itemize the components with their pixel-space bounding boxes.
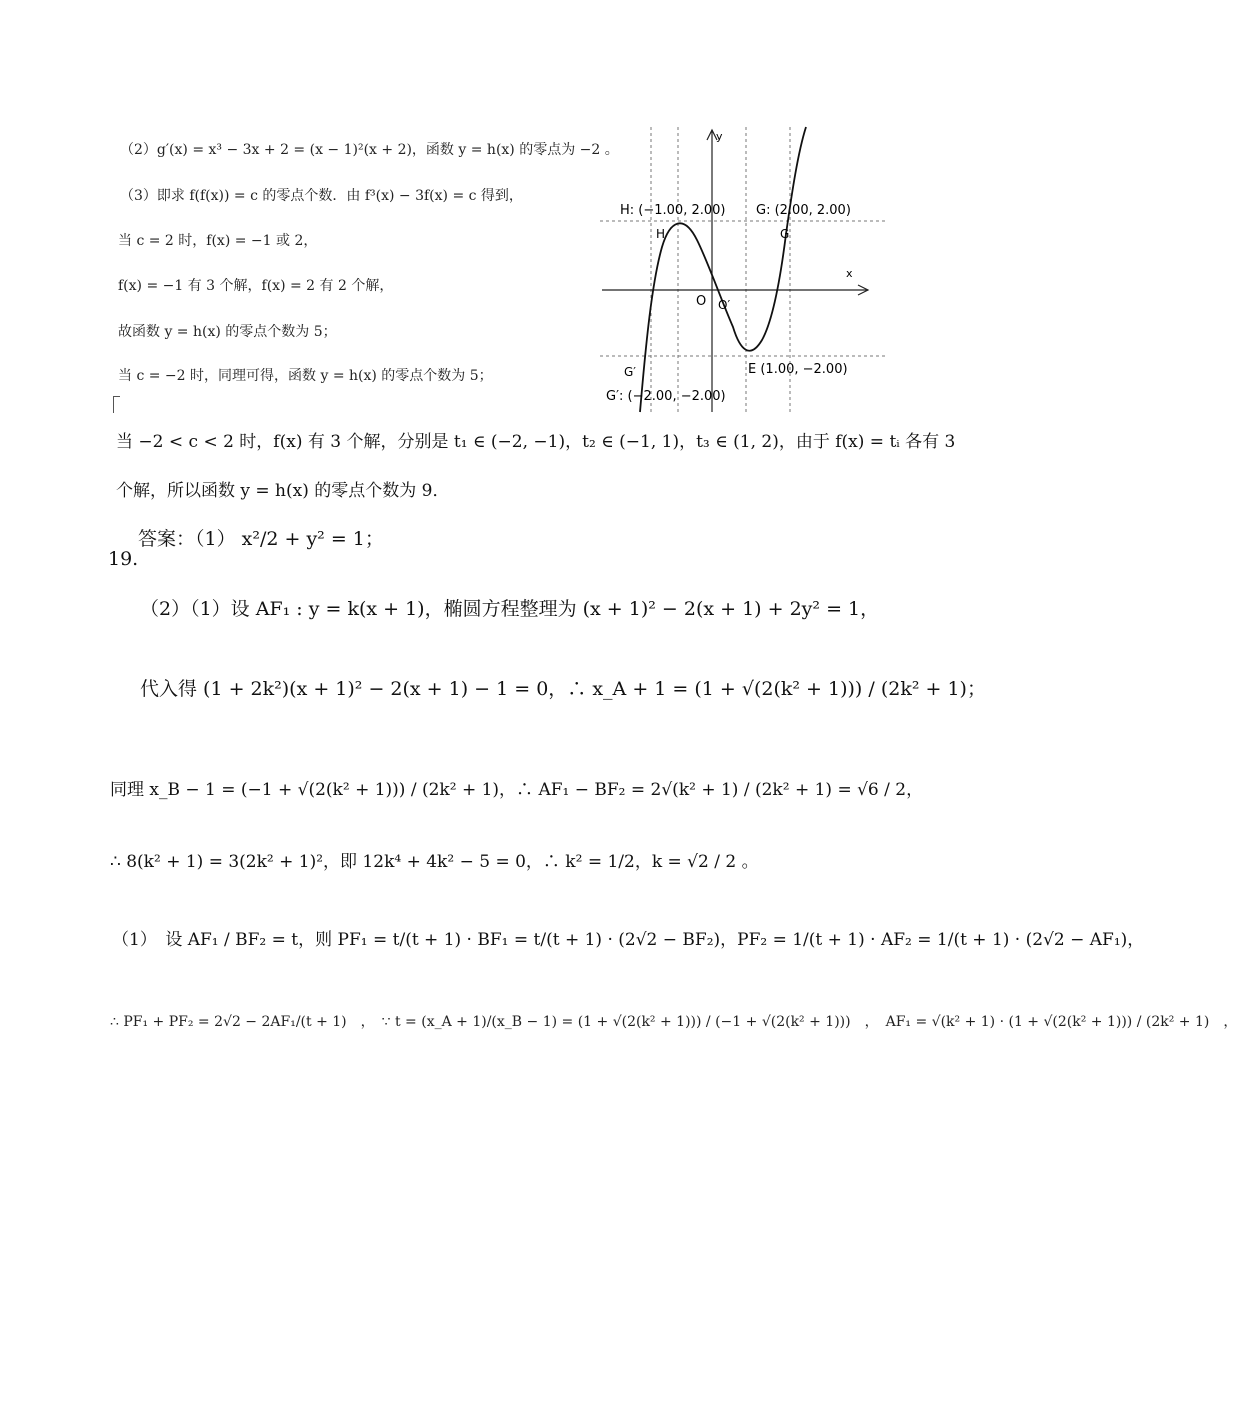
question-19-number: 19. (108, 548, 139, 570)
axis-x-label: x (846, 267, 853, 280)
origin-prime-label: O′ (718, 298, 731, 312)
cubic-graph-figure (600, 122, 885, 412)
line-part2-derivative: （2）g′(x) = x³ − 3x + 2 = (x − 1)²(x + 2)，函数 y = h(x) 的零点为 −2 。 (120, 142, 619, 158)
point-e-label: E (1.00, −2.00) (748, 362, 848, 377)
line-sum-pf: ∴ PF₁ + PF₂ = 2√2 − 2AF₁/(t + 1) ， ∵ t = (x_A + 1)/(x_B − 1) = (1 + √(2(k² + 1))) / (−1 + √(2(k² + 1))) ， AF₁ = √(k² + 1) · (1 + √(2(k² + 1))) / (2k² + 1) ， (110, 1014, 1237, 1030)
point-h-label: H (656, 227, 666, 241)
point-g-prime-coord: G′: (−2.00, −2.00) (606, 389, 726, 404)
line-zero-count-5a: 故函数 y = h(x) 的零点个数为 5； (118, 324, 337, 340)
line-solve-k: ∴ 8(k² + 1) = 3(2k² + 1)²，即 12k⁴ + 4k² − 5 = 0，∴ k² = 1/2，k = √2 / 2 。 (110, 852, 759, 872)
line-part2-setup: （2）（1）设 AF₁ : y = k(x + 1)，椭圆方程整理为 (x + 1)² − 2(x + 1) + 2y² = 1， (140, 598, 880, 620)
axis-y-label: y (716, 130, 723, 143)
line-zero-count-9: 个解，所以函数 y = h(x) 的零点个数为 9． (116, 481, 450, 501)
margin-mark (113, 396, 120, 413)
point-g-prime-label: G′ (624, 365, 637, 379)
line-xb-and-difference: 同理 x_B − 1 = (−1 + √(2(k² + 1))) / (2k² + 1)，∴ AF₁ − BF₂ = 2√(k² + 1) / (2k² + 1) = √6 / 2， (110, 780, 924, 800)
line-set-ratio-t: （1） 设 AF₁ / BF₂ = t，则 PF₁ = t/(t + 1) · BF₁ = t/(t + 1) · (2√2 − BF₂)，PF₂ = 1/(t + 1) · AF₂ = 1/(t + 1) · (2√2 − AF₁)， (112, 930, 1145, 950)
line-case-c-neg2: 当 c = −2 时，同理可得，函数 y = h(x) 的零点个数为 5； (118, 368, 493, 384)
line-case-c-2: 当 c = 2 时，f(x) = −1 或 2， (118, 233, 318, 249)
line-part3-intro: （3）即求 f(f(x)) = c 的零点个数．由 f³(x) − 3f(x) = c 得到， (120, 188, 523, 204)
line-solutions-count: f(x) = −1 有 3 个解，f(x) = 2 有 2 个解， (118, 278, 394, 294)
point-h-coord: H: (−1.00, 2.00) (620, 203, 726, 218)
line-substitute-xa: 代入得 (1 + 2k²)(x + 1)² − 2(x + 1) − 1 = 0，∴ x_A + 1 = (1 + √(2(k² + 1))) / (2k² + 1)； (140, 678, 986, 700)
point-g-coord: G: (2.00, 2.00) (756, 203, 851, 218)
question-19-answer-1: 答案：（1） x²/2 + y² = 1； (138, 528, 384, 550)
line-case-between: 当 −2 < c < 2 时，f(x) 有 3 个解，分别是 t₁ ∈ (−2, −1)，t₂ ∈ (−1, 1)，t₃ ∈ (1, 2)，由于 f(x) = tᵢ 各有 3 (116, 432, 956, 452)
origin-label: O (696, 294, 707, 309)
point-g-label: G (780, 227, 790, 241)
